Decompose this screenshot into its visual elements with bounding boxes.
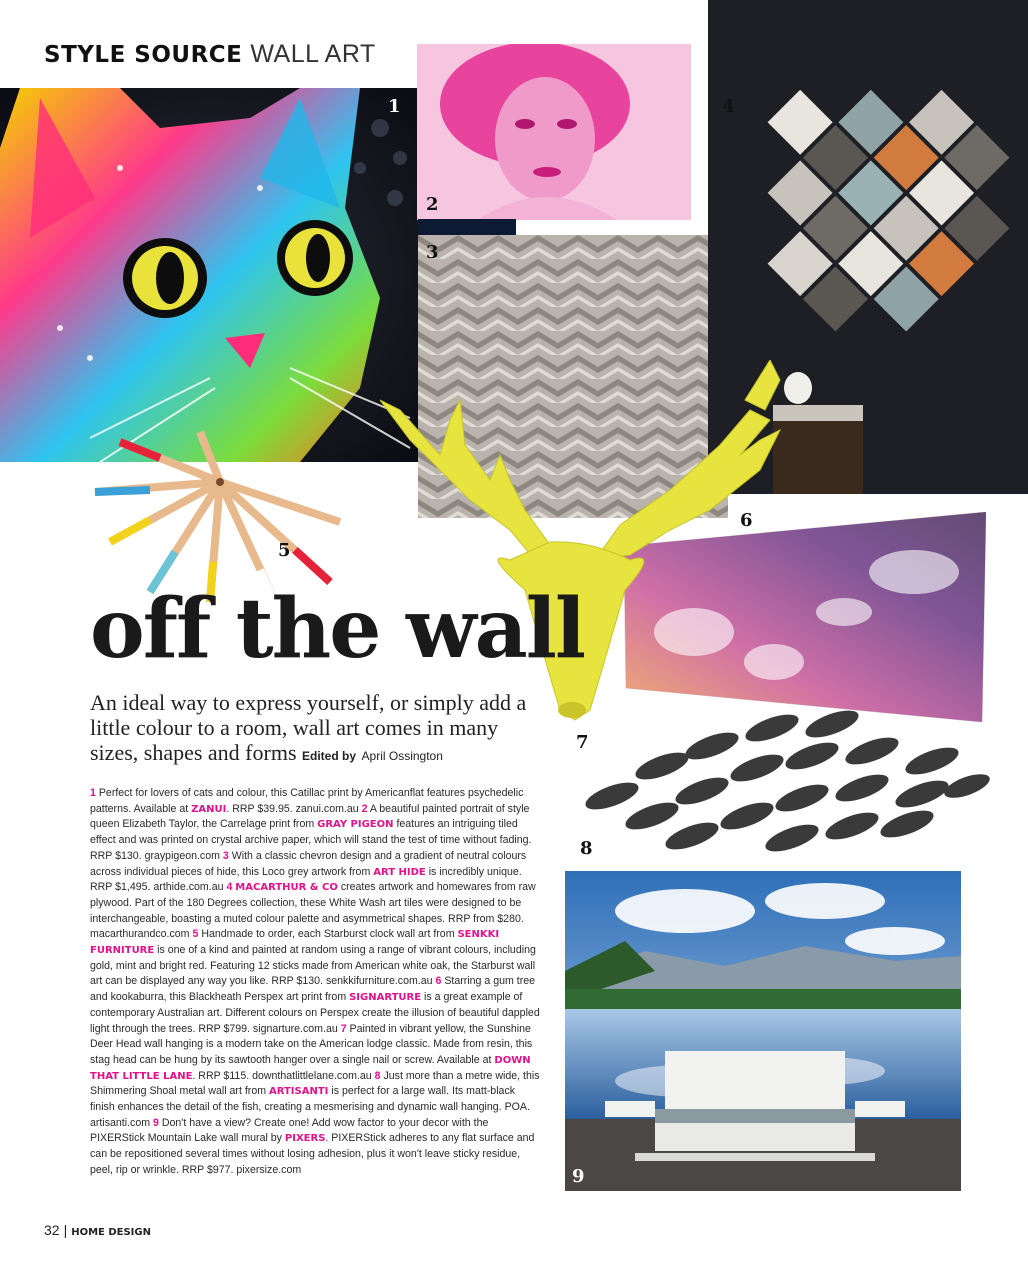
entry-text: . PIXERStick adheres to any flat surface and can be repositioned several times without losing adhesion, plus it won't leave sticky residue, peel, rip or wrinkle. RRP $977. pixersize.com bbox=[90, 1132, 535, 1176]
entry-brand: ART HIDE bbox=[373, 866, 426, 878]
entry-number: 5 bbox=[192, 928, 199, 941]
standfirst-text: An ideal way to express yourself, or simply add a little colour to a room, wall art comes in many sizes, shapes and forms bbox=[90, 690, 527, 765]
chevron-blue-edge bbox=[418, 219, 516, 235]
section-header bbox=[44, 40, 376, 69]
entry-brand: GRAY PIGEON bbox=[317, 819, 394, 831]
entry-text: creates artwork and homewares from raw plywood. Part of the 180 Degrees collection, these White Wash art tiles were designed to be interchangeable, boasting a muted colour palette and asymmetrical shapes. RRP from $280. macarthurandco.com bbox=[90, 881, 536, 941]
entry-text: A beautiful painted portrait of style queen Elizabeth Taylor, the Carrelage print from bbox=[90, 802, 530, 831]
fish-shoal-image bbox=[572, 706, 996, 862]
magazine-name: HOME DESIGN bbox=[71, 1227, 151, 1238]
section-topic: WALL ART bbox=[250, 40, 376, 68]
editor-name: April Ossington bbox=[361, 749, 443, 763]
entry-text: features an intriguing tiled effect and was printed on crystal archive paper, which will stand the test of time without fading. RRP $130. graypigeon.com bbox=[90, 818, 532, 862]
item-number-9: 9 bbox=[572, 1166, 585, 1187]
entry-number: 9 bbox=[153, 1116, 159, 1129]
entry-text: . RRP $39.95. zanui.com.au bbox=[226, 802, 359, 815]
item-number-5: 5 bbox=[278, 540, 291, 561]
entry-brand: ZANUI bbox=[191, 803, 227, 815]
pink-portrait-image bbox=[417, 44, 691, 220]
entry-text: . RRP $115. downthatlittlelane.com.au bbox=[192, 1069, 372, 1082]
page-footer bbox=[44, 1222, 151, 1238]
entry-text: Handmade to order, each Starburst clock wall art from bbox=[201, 928, 455, 941]
footer-separator: | bbox=[63, 1222, 68, 1238]
entry-text: With a classic chevron design and a gradient of neutral colours across individual pieces of hide, this Loco grey artwork from bbox=[90, 849, 527, 878]
entry-text: Don't have a view? Create one! Add wow factor to your decor with the PIXERStick Mountain Lake wall mural by bbox=[90, 1116, 489, 1145]
entry-text: Perfect for lovers of cats and colour, this Catillac print by Americanflat features psychedelic patterns. Available at bbox=[90, 787, 524, 815]
page-number: 32 bbox=[44, 1222, 60, 1238]
entry-text: is one of a kind and painted at random using a range of vibrant colours, including gold, mint and bright red. Featuring 12 sticks made from American white oak, the Starburst wall art can be displayed any way you like. RRP $130. senkkifurniture.com.au bbox=[90, 944, 536, 988]
item-number-6: 6 bbox=[740, 510, 753, 531]
item-number-4: 4 bbox=[722, 96, 735, 117]
article-title: off the wall bbox=[90, 581, 585, 677]
entry-number: 4 bbox=[226, 881, 233, 894]
entry-brand: SIGNARTURE bbox=[349, 992, 422, 1004]
entry-brand: DOWN THAT LITTLE LANE bbox=[90, 1054, 531, 1082]
entry-number: 6 bbox=[435, 975, 442, 988]
entry-brand: SENKKI FURNITURE bbox=[90, 929, 500, 957]
standfirst bbox=[90, 690, 550, 769]
entry-text: Painted in vibrant yellow, the Sunshine Deer Head wall hanging is a modern take on the American lodge classic. Made from resin, this stag head can be hung by its sawtooth hanger over a single nail or screw. Available at bbox=[90, 1022, 533, 1066]
item-number-8: 8 bbox=[580, 838, 593, 859]
item-number-7: 7 bbox=[576, 732, 589, 753]
entry-text: Just more than a metre wide, this Shimmering Shoal metal wall art from bbox=[90, 1069, 540, 1098]
entry-brand: MACARTHUR & CO bbox=[235, 882, 338, 894]
entry-text: is a great example of contemporary Australian art. Different colours on Perspex create the illusion of beautiful dappled light through the trees. RRP $799. signarture.com.au bbox=[90, 991, 540, 1035]
entry-text: Starring a gum tree and kookaburra, this Blackheath Perspex art print from bbox=[90, 975, 536, 1004]
item-number-2: 2 bbox=[426, 194, 439, 215]
mountain-lake-mural-image bbox=[565, 871, 961, 1191]
entry-brand: PIXERS bbox=[284, 1133, 326, 1145]
entry-number: 8 bbox=[374, 1069, 381, 1082]
section-name: STYLE SOURCE bbox=[44, 42, 243, 68]
item-number-1: 1 bbox=[388, 96, 401, 117]
entry-number: 7 bbox=[340, 1022, 347, 1035]
edited-by-label: Edited by bbox=[302, 749, 357, 763]
deer-head-image bbox=[350, 360, 800, 740]
entry-text: is incredibly unique. RRP $1,495. arthide.com.au bbox=[90, 865, 522, 894]
body-copy bbox=[90, 786, 542, 1179]
entry-number: 2 bbox=[361, 802, 368, 815]
item-number-3: 3 bbox=[426, 242, 439, 263]
entry-number: 3 bbox=[222, 849, 229, 862]
entry-number: 1 bbox=[90, 787, 96, 799]
entry-text: is perfect for a large wall. Its matt-black finish enhances the detail of the fish, creating a mesmerising and dynamic wall hanging. POA. artisanti.com bbox=[90, 1085, 530, 1129]
entry-brand: ARTISANTI bbox=[269, 1086, 329, 1098]
